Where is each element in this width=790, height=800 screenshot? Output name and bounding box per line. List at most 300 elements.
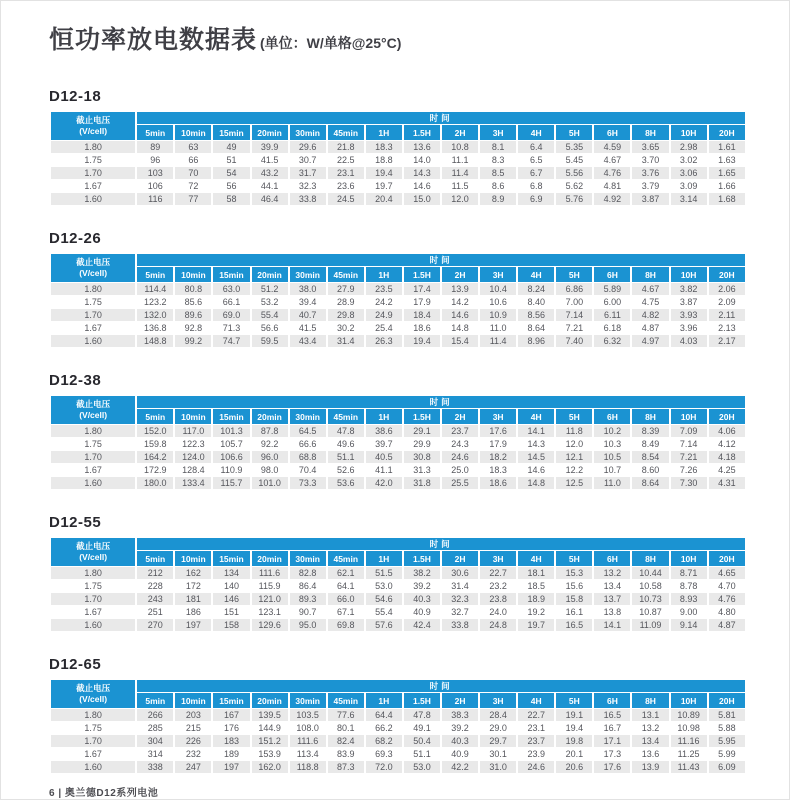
voltage-cell: 1.60 — [51, 477, 135, 489]
time-col-header: 4H — [518, 551, 554, 566]
data-cell: 110.9 — [213, 464, 249, 476]
data-cell: 6.5 — [518, 154, 554, 166]
data-cell: 4.70 — [709, 580, 745, 592]
data-cell: 4.18 — [709, 451, 745, 463]
data-cell: 90.7 — [290, 606, 326, 618]
data-cell: 64.4 — [366, 709, 402, 721]
data-cell: 17.6 — [594, 761, 630, 773]
data-cell: 4.31 — [709, 477, 745, 489]
data-cell: 72.0 — [366, 761, 402, 773]
data-cell: 1.63 — [709, 154, 745, 166]
data-cell: 5.88 — [709, 722, 745, 734]
data-cell: 8.24 — [518, 283, 554, 295]
data-cell: 10.9 — [480, 309, 516, 321]
data-cell: 10.89 — [671, 709, 707, 721]
data-cell: 66.6 — [290, 438, 326, 450]
data-cell: 1.68 — [709, 193, 745, 205]
data-cell: 3.14 — [671, 193, 707, 205]
data-cell: 19.4 — [556, 722, 592, 734]
data-cell: 39.7 — [366, 438, 402, 450]
data-cell: 8.71 — [671, 567, 707, 579]
data-cell: 2.11 — [709, 309, 745, 321]
data-cell: 38.0 — [290, 283, 326, 295]
data-cell: 19.4 — [404, 335, 440, 347]
data-cell: 13.4 — [632, 735, 668, 747]
data-cell: 129.6 — [252, 619, 288, 631]
data-cell: 11.09 — [632, 619, 668, 631]
data-cell: 10.73 — [632, 593, 668, 605]
data-cell: 13.7 — [594, 593, 630, 605]
table-section-D12-55 — [49, 514, 745, 632]
time-col-header: 4H — [518, 693, 554, 708]
data-cell: 23.7 — [518, 735, 554, 747]
data-cell: 89.3 — [290, 593, 326, 605]
data-cell: 4.76 — [594, 167, 630, 179]
cutoff-voltage-header — [51, 112, 135, 140]
time-col-header: 6H — [594, 409, 630, 424]
data-cell: 41.5 — [252, 154, 288, 166]
data-cell: 18.3 — [366, 141, 402, 153]
data-cell: 167 — [213, 709, 249, 721]
data-cell: 4.81 — [594, 180, 630, 192]
data-cell: 66.0 — [328, 593, 364, 605]
data-cell: 73.3 — [290, 477, 326, 489]
data-cell: 29.7 — [480, 735, 516, 747]
data-cell: 18.6 — [404, 322, 440, 334]
data-cell: 66 — [175, 154, 211, 166]
time-col-header: 10min — [175, 267, 211, 282]
data-cell: 14.3 — [518, 438, 554, 450]
data-cell: 10.4 — [480, 283, 516, 295]
data-cell: 19.8 — [556, 735, 592, 747]
voltage-cell: 1.67 — [51, 322, 135, 334]
time-col-header: 5H — [556, 125, 592, 140]
data-cell: 9.00 — [671, 606, 707, 618]
data-cell: 13.1 — [632, 709, 668, 721]
data-cell: 4.97 — [632, 335, 668, 347]
battery-table-D12-18 — [49, 111, 747, 206]
data-cell: 51.5 — [366, 567, 402, 579]
data-cell: 105.7 — [213, 438, 249, 450]
data-cell: 5.56 — [556, 167, 592, 179]
table-row — [51, 748, 745, 760]
cutoff-voltage-unit: (V/cell) — [79, 268, 108, 278]
voltage-cell: 1.70 — [51, 309, 135, 321]
data-cell: 8.56 — [518, 309, 554, 321]
data-cell: 32.3 — [290, 180, 326, 192]
data-cell: 12.1 — [556, 451, 592, 463]
table-title-D12-26: D12-26 — [49, 230, 102, 247]
data-cell: 153.9 — [252, 748, 288, 760]
data-cell: 19.7 — [366, 180, 402, 192]
voltage-cell: 1.75 — [51, 438, 135, 450]
data-cell: 6.00 — [594, 296, 630, 308]
data-cell: 31.4 — [442, 580, 478, 592]
data-cell: 40.9 — [442, 748, 478, 760]
data-cell: 266 — [137, 709, 173, 721]
time-header: 时间 — [137, 680, 745, 692]
voltage-cell: 1.67 — [51, 180, 135, 192]
data-cell: 24.8 — [480, 619, 516, 631]
data-cell: 77 — [175, 193, 211, 205]
data-cell: 11.5 — [442, 180, 478, 192]
data-cell: 5.35 — [556, 141, 592, 153]
table-row — [51, 735, 745, 747]
data-cell: 8.64 — [632, 477, 668, 489]
time-col-header: 15min — [213, 409, 249, 424]
data-cell: 82.4 — [328, 735, 364, 747]
data-cell: 14.5 — [518, 451, 554, 463]
voltage-cell: 1.60 — [51, 193, 135, 205]
data-cell: 13.6 — [632, 748, 668, 760]
data-cell: 30.2 — [328, 322, 364, 334]
data-cell: 14.8 — [442, 322, 478, 334]
cutoff-voltage-unit: (V/cell) — [79, 410, 108, 420]
time-col-header: 6H — [594, 267, 630, 282]
table-row — [51, 167, 745, 179]
data-cell: 13.9 — [442, 283, 478, 295]
data-cell: 89 — [137, 141, 173, 153]
data-cell: 24.6 — [442, 451, 478, 463]
time-col-header: 1H — [366, 551, 402, 566]
data-cell: 4.12 — [709, 438, 745, 450]
data-cell: 19.4 — [366, 167, 402, 179]
data-cell: 70 — [175, 167, 211, 179]
data-cell: 33.8 — [290, 193, 326, 205]
time-col-header: 20H — [709, 693, 745, 708]
table-row — [51, 567, 745, 579]
time-col-header: 45min — [328, 267, 364, 282]
data-cell: 56 — [213, 180, 249, 192]
voltage-cell: 1.80 — [51, 141, 135, 153]
data-cell: 158 — [213, 619, 249, 631]
table-section-D12-26 — [49, 230, 745, 348]
cutoff-voltage-label: 截止电压 — [76, 114, 111, 125]
data-cell: 19.7 — [518, 619, 554, 631]
cutoff-voltage-unit: (V/cell) — [79, 552, 108, 562]
data-cell: 338 — [137, 761, 173, 773]
data-cell: 115.9 — [252, 580, 288, 592]
voltage-cell: 1.60 — [51, 335, 135, 347]
data-cell: 41.1 — [366, 464, 402, 476]
data-cell: 39.4 — [290, 296, 326, 308]
data-cell: 6.7 — [518, 167, 554, 179]
time-col-header: 4H — [518, 125, 554, 140]
data-cell: 18.2 — [480, 451, 516, 463]
time-col-header: 10H — [671, 693, 707, 708]
data-cell: 13.2 — [632, 722, 668, 734]
table-title-D12-65: D12-65 — [49, 656, 102, 673]
voltage-cell: 1.75 — [51, 722, 135, 734]
data-cell: 132.0 — [137, 309, 173, 321]
data-cell: 59.5 — [252, 335, 288, 347]
table-row — [51, 477, 745, 489]
data-cell: 285 — [137, 722, 173, 734]
data-cell: 67.1 — [328, 606, 364, 618]
time-col-header: 5min — [137, 551, 173, 566]
data-cell: 66.2 — [366, 722, 402, 734]
voltage-cell: 1.60 — [51, 761, 135, 773]
data-cell: 6.4 — [518, 141, 554, 153]
data-cell: 23.5 — [366, 283, 402, 295]
data-cell: 4.67 — [594, 154, 630, 166]
data-cell: 14.1 — [518, 425, 554, 437]
data-cell: 176 — [213, 722, 249, 734]
time-col-header: 3H — [480, 551, 516, 566]
time-col-header: 8H — [632, 409, 668, 424]
data-cell: 12.2 — [556, 464, 592, 476]
data-cell: 69.0 — [213, 309, 249, 321]
table-row — [51, 141, 745, 153]
data-cell: 14.6 — [442, 309, 478, 321]
data-cell: 31.7 — [290, 167, 326, 179]
data-cell: 4.67 — [632, 283, 668, 295]
data-cell: 24.5 — [328, 193, 364, 205]
table-row — [51, 451, 745, 463]
data-cell: 63 — [175, 141, 211, 153]
data-cell: 14.8 — [518, 477, 554, 489]
data-cell: 4.82 — [632, 309, 668, 321]
data-cell: 64.1 — [328, 580, 364, 592]
data-cell: 3.79 — [632, 180, 668, 192]
footer-text: 6 | 奥兰德D12系列电池 — [49, 788, 159, 799]
data-cell: 39.2 — [442, 722, 478, 734]
page-title-text: 恒功率放电数据表 — [49, 26, 258, 54]
data-cell: 11.43 — [671, 761, 707, 773]
time-col-header: 10min — [175, 409, 211, 424]
data-cell: 133.4 — [175, 477, 211, 489]
data-cell: 11.4 — [442, 167, 478, 179]
time-col-header: 20min — [252, 267, 288, 282]
data-cell: 124.0 — [175, 451, 211, 463]
data-cell: 12.0 — [556, 438, 592, 450]
data-cell: 62.1 — [328, 567, 364, 579]
data-cell: 4.25 — [709, 464, 745, 476]
data-cell: 98.0 — [252, 464, 288, 476]
data-cell: 87.3 — [328, 761, 364, 773]
data-cell: 53.0 — [404, 761, 440, 773]
data-cell: 228 — [137, 580, 173, 592]
time-col-header: 10min — [175, 125, 211, 140]
data-cell: 116 — [137, 193, 173, 205]
time-col-header: 30min — [290, 551, 326, 566]
data-cell: 16.1 — [556, 606, 592, 618]
data-cell: 15.0 — [404, 193, 440, 205]
voltage-cell: 1.67 — [51, 606, 135, 618]
data-cell: 136.8 — [137, 322, 173, 334]
data-cell: 8.40 — [518, 296, 554, 308]
data-cell: 115.7 — [213, 477, 249, 489]
data-cell: 38.6 — [366, 425, 402, 437]
data-cell: 197 — [213, 761, 249, 773]
data-cell: 8.60 — [632, 464, 668, 476]
data-cell: 80.1 — [328, 722, 364, 734]
data-cell: 10.98 — [671, 722, 707, 734]
data-cell: 181 — [175, 593, 211, 605]
data-cell: 40.3 — [442, 735, 478, 747]
data-cell: 58 — [213, 193, 249, 205]
data-cell: 4.76 — [709, 593, 745, 605]
data-cell: 270 — [137, 619, 173, 631]
data-cell: 30.8 — [404, 451, 440, 463]
time-col-header: 20H — [709, 551, 745, 566]
data-cell: 14.6 — [404, 180, 440, 192]
data-cell: 30.1 — [480, 748, 516, 760]
data-cell: 16.7 — [594, 722, 630, 734]
data-cell: 18.4 — [404, 309, 440, 321]
time-col-header: 2H — [442, 125, 478, 140]
table-row — [51, 464, 745, 476]
voltage-cell: 1.67 — [51, 748, 135, 760]
data-cell: 159.8 — [137, 438, 173, 450]
data-cell: 13.9 — [632, 761, 668, 773]
time-col-header: 3H — [480, 267, 516, 282]
data-cell: 3.87 — [671, 296, 707, 308]
data-cell: 2.13 — [709, 322, 745, 334]
time-col-header: 15min — [213, 125, 249, 140]
data-cell: 14.0 — [404, 154, 440, 166]
data-cell: 24.9 — [366, 309, 402, 321]
data-cell: 69.3 — [366, 748, 402, 760]
data-cell: 151 — [213, 606, 249, 618]
data-cell: 7.14 — [671, 438, 707, 450]
table-row — [51, 709, 745, 721]
time-col-header: 5H — [556, 267, 592, 282]
time-col-header: 10H — [671, 409, 707, 424]
data-cell: 18.1 — [518, 567, 554, 579]
data-cell: 172.9 — [137, 464, 173, 476]
data-cell: 17.6 — [480, 425, 516, 437]
data-cell: 243 — [137, 593, 173, 605]
time-col-header: 3H — [480, 125, 516, 140]
time-col-header: 2H — [442, 693, 478, 708]
data-cell: 64.5 — [290, 425, 326, 437]
data-cell: 7.09 — [671, 425, 707, 437]
table-row — [51, 580, 745, 592]
data-cell: 53.0 — [366, 580, 402, 592]
data-cell: 8.64 — [518, 322, 554, 334]
table-row — [51, 154, 745, 166]
data-cell: 8.5 — [480, 167, 516, 179]
data-cell: 42.2 — [442, 761, 478, 773]
battery-table-D12-38 — [49, 395, 747, 490]
time-col-header: 10H — [671, 125, 707, 140]
data-cell: 9.14 — [671, 619, 707, 631]
data-cell: 40.7 — [290, 309, 326, 321]
data-cell: 23.8 — [480, 593, 516, 605]
data-cell: 50.4 — [404, 735, 440, 747]
time-col-header: 45min — [328, 409, 364, 424]
data-cell: 41.5 — [290, 322, 326, 334]
data-cell: 51.1 — [404, 748, 440, 760]
data-cell: 23.1 — [518, 722, 554, 734]
data-cell: 49.1 — [404, 722, 440, 734]
data-cell: 53.2 — [252, 296, 288, 308]
data-cell: 172 — [175, 580, 211, 592]
data-cell: 92.2 — [252, 438, 288, 450]
data-cell: 4.06 — [709, 425, 745, 437]
data-cell: 15.3 — [556, 567, 592, 579]
data-cell: 10.2 — [594, 425, 630, 437]
data-cell: 69.8 — [328, 619, 364, 631]
data-cell: 15.8 — [556, 593, 592, 605]
data-cell: 17.3 — [594, 748, 630, 760]
data-cell: 5.62 — [556, 180, 592, 192]
data-cell: 7.14 — [556, 309, 592, 321]
time-col-header: 30min — [290, 693, 326, 708]
data-cell: 15.6 — [556, 580, 592, 592]
time-col-header: 2H — [442, 409, 478, 424]
data-cell: 77.6 — [328, 709, 364, 721]
battery-table-D12-55 — [49, 537, 747, 632]
data-cell: 85.6 — [175, 296, 211, 308]
data-cell: 23.6 — [328, 180, 364, 192]
data-cell: 114.4 — [137, 283, 173, 295]
data-cell: 72 — [175, 180, 211, 192]
data-cell: 22.7 — [480, 567, 516, 579]
data-cell: 146 — [213, 593, 249, 605]
data-cell: 24.2 — [366, 296, 402, 308]
data-cell: 162.0 — [252, 761, 288, 773]
time-col-header: 5H — [556, 409, 592, 424]
data-cell: 21.8 — [328, 141, 364, 153]
data-cell: 8.6 — [480, 180, 516, 192]
data-cell: 6.9 — [518, 193, 554, 205]
time-col-header: 2H — [442, 551, 478, 566]
data-cell: 8.39 — [632, 425, 668, 437]
data-cell: 7.21 — [556, 322, 592, 334]
data-cell: 118.8 — [290, 761, 326, 773]
data-cell: 113.4 — [290, 748, 326, 760]
data-cell: 68.8 — [290, 451, 326, 463]
time-col-header: 1.5H — [404, 125, 440, 140]
time-col-header: 4H — [518, 409, 554, 424]
data-cell: 23.1 — [328, 167, 364, 179]
data-cell: 121.0 — [252, 593, 288, 605]
time-col-header: 20min — [252, 125, 288, 140]
table-title-D12-55: D12-55 — [49, 514, 102, 531]
data-cell: 23.7 — [442, 425, 478, 437]
data-cell: 8.54 — [632, 451, 668, 463]
time-col-header: 5min — [137, 409, 173, 424]
data-cell: 5.89 — [594, 283, 630, 295]
data-cell: 8.3 — [480, 154, 516, 166]
data-cell: 106 — [137, 180, 173, 192]
data-cell: 3.65 — [632, 141, 668, 153]
data-cell: 15.4 — [442, 335, 478, 347]
page-header — [49, 25, 745, 55]
data-cell: 29.0 — [480, 722, 516, 734]
data-cell: 14.3 — [404, 167, 440, 179]
cutoff-voltage-label: 截止电压 — [76, 398, 111, 409]
data-cell: 123.2 — [137, 296, 173, 308]
data-cell: 14.2 — [442, 296, 478, 308]
data-cell: 18.3 — [480, 464, 516, 476]
data-cell: 10.6 — [480, 296, 516, 308]
data-cell: 14.1 — [594, 619, 630, 631]
data-cell: 5.45 — [556, 154, 592, 166]
table-row — [51, 722, 745, 734]
time-col-header: 20min — [252, 409, 288, 424]
data-cell: 31.8 — [404, 477, 440, 489]
data-cell: 86.4 — [290, 580, 326, 592]
time-col-header: 3H — [480, 693, 516, 708]
voltage-cell: 1.80 — [51, 425, 135, 437]
data-cell: 5.95 — [709, 735, 745, 747]
data-cell: 8.49 — [632, 438, 668, 450]
time-col-header: 45min — [328, 125, 364, 140]
data-cell: 11.0 — [480, 322, 516, 334]
